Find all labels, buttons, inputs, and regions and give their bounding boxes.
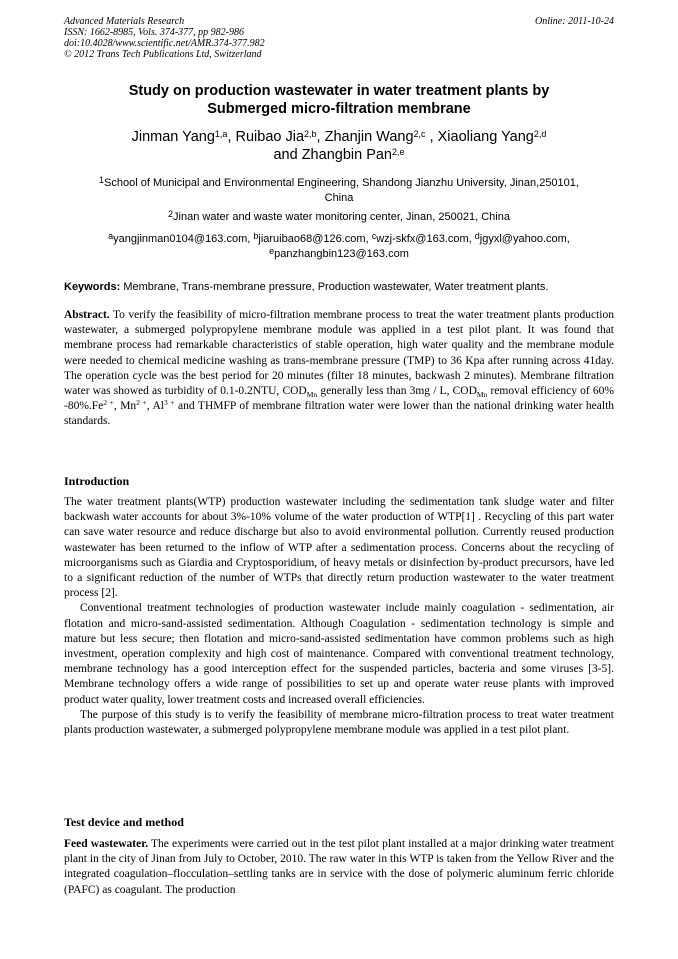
journal-name: Advanced Materials Research <box>64 16 185 27</box>
email-link[interactable]: jgyxl@yahoo.com, <box>479 233 570 245</box>
title-line-1: Study on production wastewater in water treatment plants by <box>128 83 550 99</box>
author-name: Xiaoliang Yang <box>437 129 534 145</box>
abstract-label: Abstract. <box>64 309 110 321</box>
keywords-label: Keywords: <box>64 281 121 293</box>
keywords-text: Membrane, Trans-membrane pressure, Production wastewater, Water treatment plants. <box>123 281 549 293</box>
affiliation-1 <box>64 176 614 206</box>
email-link[interactable]: yangjinman0104@163.com, <box>113 233 251 245</box>
author-name: Zhangbin Pan <box>301 147 392 163</box>
email-list: $^a$yangjinman0104@163.com, $^b$jiaruibao68@126.com, $^c$wzj-skfx@163.com, $^d$jgyxl@yahoo.com, $^e$panzhangbin123@163.com <box>108 231 570 260</box>
introduction-body <box>64 495 614 738</box>
author-sup: 2,e <box>392 147 405 157</box>
paragraph: The water treatment plants(WTP) production wastewater including the sedimentation tank sludge water and filter backwash water accounts for about 3%-10% volume of the water production of WTP[1] . Recycling of this part water can save water resource and reduce discharge but also to avoid environmental pollution. Currently reused production wastewater has been returned to the inflow of WTP after a sedimentation process. Concerns about the recycling of microorganisms such as Giardia and Cryptosporidium, of heavy metals or disinfection by-product precursors, have led to a significant reduction of the number of WTPs that directly return production wastewater to the water treatment process [2]. <box>64 496 614 600</box>
affiliation-text: Jinan water and waste water monitoring center, Jinan, 250021, China <box>173 211 510 223</box>
title-line-2: Submerged micro-filtration membrane <box>207 101 471 117</box>
copyright-line: © 2012 Trans Tech Publications Ltd, Switzerland <box>64 49 262 60</box>
author-name: Jinman Yang <box>131 129 215 145</box>
affiliation-sup: 2 <box>168 209 174 219</box>
author-list: Jinman Yang$^{1,a}$, Ruibao Jia$^{2,b}$, Zhanjin Wang$^{2,c}$ , Xiaoliang Yang$^{2,d}$ and Zhangbin Pan$^{2,e}$ <box>131 129 547 163</box>
online-date: Online: 2011-10-24 <box>535 16 614 27</box>
doi-line: doi:10.4028/www.scientific.net/AMR.374-377.982 <box>64 38 265 49</box>
affiliation-text: School of Municipal and Environmental Engineering, Shandong Jianzhu University, Jinan,250101, <box>104 177 579 189</box>
author-sup: 1,a <box>214 129 228 139</box>
paragraph: Conventional treatment technologies of production wastewater include mainly coagulation - sedimentation, air flotation and micro-sand-assisted sedimentation. Although Coagulation - sedimentation technology is simple and mature but less secure; then flotation and micro-sand-assisted sedimentation have common problems such as high investment, operation complexity and high cost of maintenance. Compared with conventional treatment technology, membrane technology has a good interception effect for the suspended particles, bacteria and some viruses [3-5]. Membrane technology offers a wide range of possibilities to set up and operate water reuse plants with improved product water quality, lower treatment costs and increased overall efficiencies. <box>64 602 614 706</box>
email-link[interactable]: jiaruibao68@126.com, <box>258 233 369 245</box>
affiliation-country: China <box>324 192 354 204</box>
issn-line: ISSN: 1662-8985, Vols. 374-377, pp 982-986 <box>64 27 244 38</box>
affiliation-sup: 1 <box>99 175 105 185</box>
paragraph: The purpose of this study is to verify the feasibility of membrane micro-filtration process to treat water treatment plants production wastewater, a submerged polypropylene membrane module was applied in a test pilot plant. <box>64 708 614 737</box>
author-sup: 2,b <box>304 129 317 139</box>
paragraph: The experiments were carried out in the test pilot plant installed at a major drinking water treatment plant in the city of Jinan from July to October, 2010. The raw water in this WTP is taken from the Yellow River and the integrated coagulation–flocculation–settling tanks are in service with the dose of polymeric aluminum ferric chloride (PAFC) as coagulant. The production <box>64 838 614 896</box>
affiliation-2 <box>64 210 614 225</box>
author-conjunction: and <box>273 147 298 163</box>
email-link[interactable]: panzhangbin123@163.com <box>274 248 409 260</box>
email-link[interactable]: wzj-skfx@163.com, <box>376 233 472 245</box>
author-sup: 2,c <box>413 129 426 139</box>
section-heading-introduction: Introduction <box>64 474 130 488</box>
author-name: Zhanjin Wang <box>324 129 414 145</box>
method-body <box>64 837 614 898</box>
keywords <box>64 280 624 294</box>
author-name: Ruibao Jia <box>235 129 305 145</box>
section-heading-method: Test device and method <box>64 815 184 829</box>
abstract: Abstract. To verify the feasibility of micro-filtration membrane process to treat the water treatment plants production wastewater, a submerged polypropylene membrane module was applied in a test pilot plant. It was found that membrane process had remarkable characteristics of stable operation, high water quality and the membrane module were needed to chemical medicine washing as trans-membrane pressure (TMP) to 36 Kpa after running across 41day. The operation cycle was the best period for 20 minutes (filter 18 minutes, backwash 2 minutes). Membrane filtration water was showed as turbidity of 0.1-0.2NTU, $COD_{Mn}$ generally less than 3mg / L, $COD_{Mn}$ removal efficiency of 60% $-80\%.Fe^{2 +}$, $Mn^{2 +}$, $Al^{3 +}$ and THMFP of membrane filtration water were lower than the national drinking water health standards. <box>64 309 615 428</box>
subsection-label: Feed wastewater. <box>64 838 149 850</box>
paper-title <box>64 82 614 118</box>
author-sup: 2,d <box>533 129 547 139</box>
